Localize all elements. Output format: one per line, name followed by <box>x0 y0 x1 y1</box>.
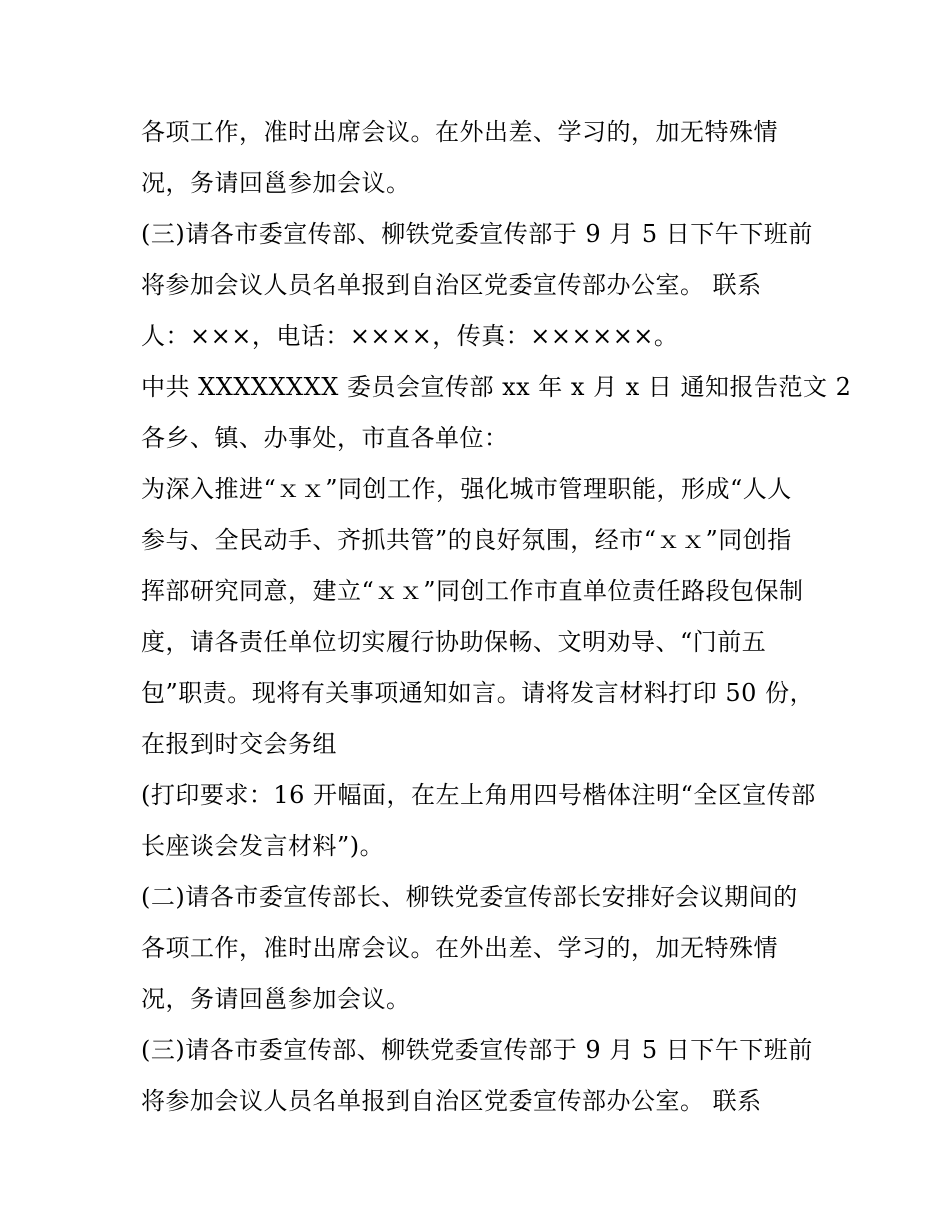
text-line: 各项工作，准时出席会议。在外出差、学习的，加无特殊情 <box>141 118 778 146</box>
text-line: 为深入推进“ｘｘ”同创工作，强化城市管理职能，形成“人人 <box>141 475 792 503</box>
text-line: 各乡、镇、办事处，市直各单位： <box>141 424 509 452</box>
text-line: 人：×××，电话：××××，传真：××××××。 <box>141 322 679 350</box>
text-line: 在报到时交会务组 <box>141 730 337 758</box>
text-line: (三)请各市委宣传部、柳铁党委宣传部于 9 月 5 日下午下班前 <box>141 1036 813 1064</box>
text-line: 将参加会议人员名单报到自治区党委宣传部办公室。 联系 <box>141 271 762 299</box>
text-line: 挥部研究同意，建立“ｘｘ”同创工作市直单位责任路段包保制 <box>141 577 804 605</box>
text-line: (二)请各市委宣传部长、柳铁党委宣传部长安排好会议期间的 <box>141 883 798 911</box>
text-line: 参与、全民动手、齐抓共管”的良好氛围，经市“ｘｘ”同创指 <box>141 526 792 554</box>
text-line: 包”职责。现将有关事项通知如言。请将发言材料打印 50 份， <box>141 679 815 707</box>
text-line: 况，务请回邕参加会议。 <box>141 169 411 197</box>
text-line: (打印要求：16 开幅面，在左上角用四号楷体注明“全区宣传部 <box>141 781 816 809</box>
text-line: 将参加会议人员名单报到自治区党委宣传部办公室。 联系 <box>141 1087 762 1115</box>
text-line: 况，务请回邕参加会议。 <box>141 985 411 1013</box>
document-body <box>141 107 852 1127</box>
text-line: 度，请各责任单位切实履行协助保畅、文明劝导、“门前五 <box>141 628 767 656</box>
text-line: 长座谈会发言材料”)。 <box>141 832 385 860</box>
text-line: 中共 XXXXXXXX 委员会宣传部 xx 年 x 月 x 日 通知报告范文 2 <box>141 373 852 401</box>
text-line: 各项工作，准时出席会议。在外出差、学习的，加无特殊情 <box>141 934 778 962</box>
text-line: (三)请各市委宣传部、柳铁党委宣传部于 9 月 5 日下午下班前 <box>141 220 813 248</box>
